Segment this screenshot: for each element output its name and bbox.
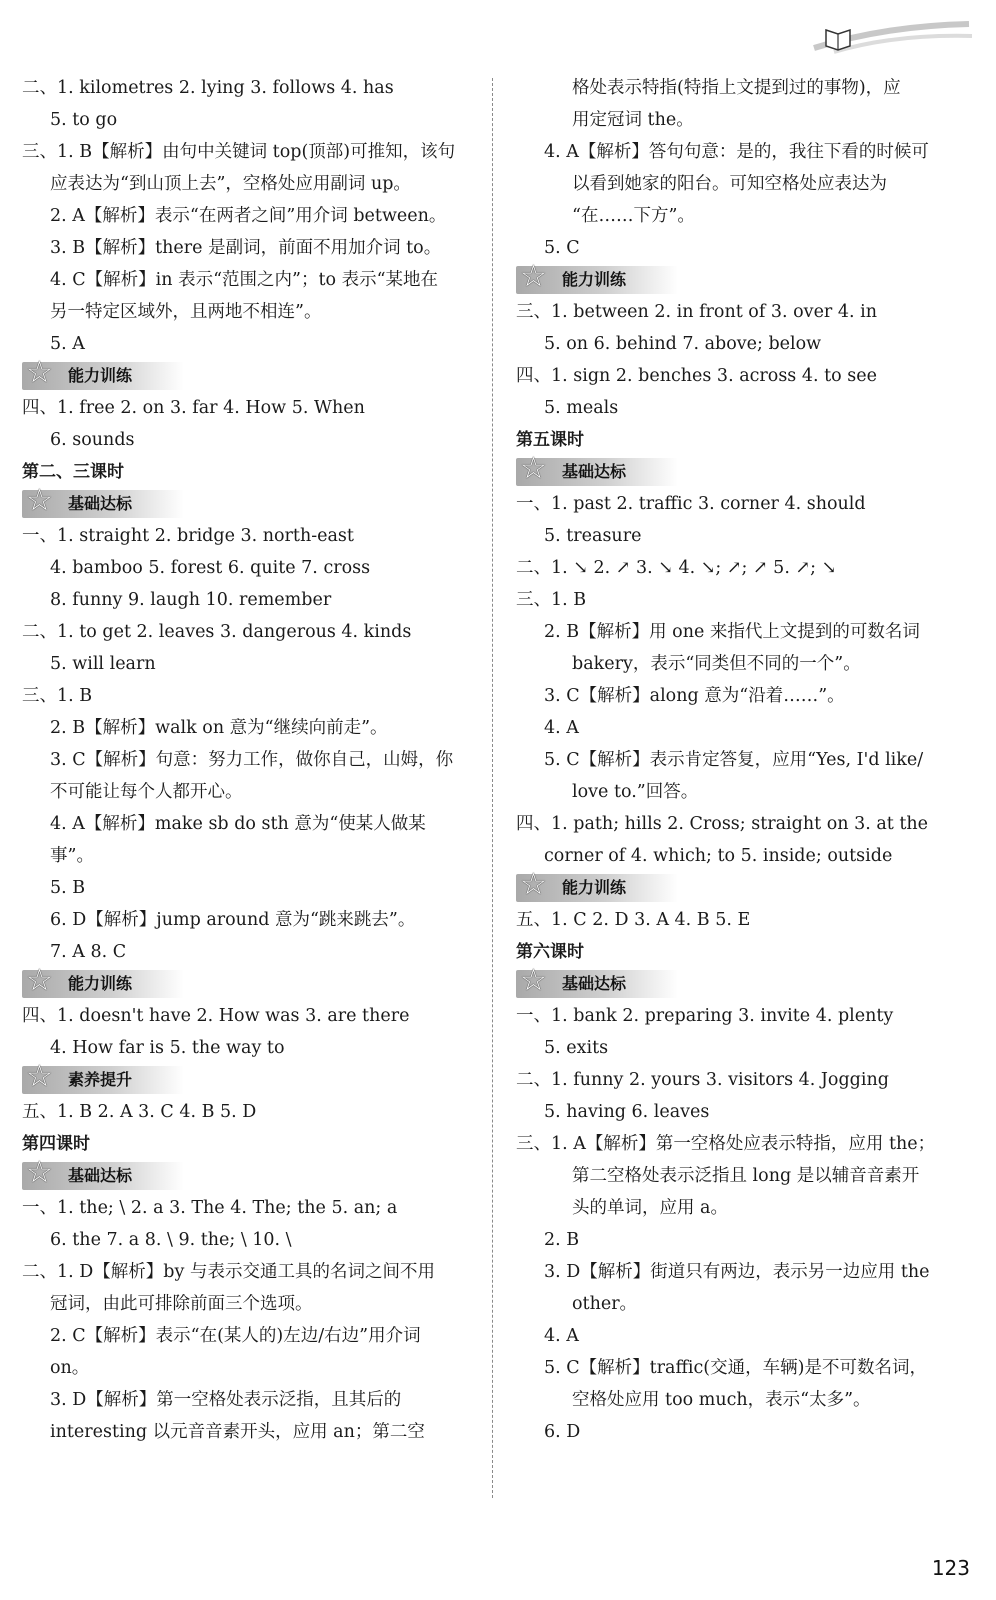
answer-line: 头的单词，应用 a。	[572, 1198, 728, 1218]
answer-line: 5. exits	[544, 1038, 609, 1058]
answer-line: 一、1. past 2. traffic 3. corner 4. should	[516, 494, 866, 514]
lesson-heading: 第五课时	[516, 430, 584, 450]
answer-line: 6. the 7. a 8. \ 9. the; \ 10. \	[50, 1230, 292, 1250]
answer-line: 2. C【解析】表示“在(某人的)左边/右边”用介词	[50, 1326, 421, 1346]
answer-line: 三、1. between 2. in front of 3. over 4. in	[516, 302, 877, 322]
section-banner	[22, 963, 184, 998]
answer-line: 以看到她家的阳台。可知空格处应表达为	[572, 174, 887, 194]
book-icon	[804, 18, 974, 54]
answer-line: 5. A	[50, 334, 85, 354]
answer-line: 三、1. B	[22, 686, 93, 706]
answer-line: 4. A	[544, 718, 579, 738]
answer-line: 2. B【解析】用 one 来指代上文提到的可数名词	[544, 622, 920, 642]
answer-line: 5. C【解析】表示肯定答复，应用“Yes, I'd like/	[544, 750, 924, 770]
star-icon: ☆	[520, 259, 547, 294]
answer-line: 5. C	[544, 238, 580, 258]
star-icon: ☆	[26, 483, 53, 518]
answer-line: 3. C【解析】句意：努力工作，做你自己，山姆，你	[50, 750, 454, 770]
answer-line: 五、1. B 2. A 3. C 4. B 5. D	[22, 1102, 257, 1122]
answer-line: 四、1. doesn't have 2. How was 3. are there	[22, 1006, 410, 1026]
answer-line: 6. D【解析】jump around 意为“跳来跳去”。	[50, 910, 416, 930]
answer-line: 四、1. free 2. on 3. far 4. How 5. When	[22, 398, 365, 418]
answer-line: 2. B【解析】walk on 意为“继续向前走”。	[50, 718, 388, 738]
answer-line: other。	[572, 1294, 638, 1314]
answer-line: bakery，表示“同类但不同的一个”。	[572, 654, 861, 674]
answer-line: 4. A	[544, 1326, 579, 1346]
section-banner-label: 基础达标	[562, 974, 627, 993]
section-banner-label: 能力训练	[562, 878, 627, 897]
answer-line: 四、1. sign 2. benches 3. across 4. to see	[516, 366, 877, 386]
section-banner	[516, 259, 678, 294]
answer-line: 二、1. kilometres 2. lying 3. follows 4. has	[22, 78, 394, 98]
answer-line: 4. A【解析】make sb do sth 意为“使某人做某	[50, 814, 426, 834]
answer-line: 二、1. ↘ 2. ↗ 3. ↘ 4. ↘; ↗; ↗ 5. ↗; ↘	[516, 558, 837, 578]
answer-line: 4. C【解析】in 表示“范围之内”；to 表示“某地在	[50, 270, 439, 290]
answer-line: corner of 4. which; to 5. inside; outside	[544, 846, 893, 866]
answer-line: 5. meals	[544, 398, 619, 418]
page-number: 123	[931, 1556, 970, 1580]
section-banner-label: 基础达标	[68, 1166, 133, 1185]
star-icon: ☆	[26, 1155, 53, 1190]
answer-line: 格处表示特指(特指上文提到过的事物)，应	[572, 78, 901, 98]
answer-line: 应表达为“到山顶上去”，空格处应用副词 up。	[50, 174, 411, 194]
answer-line: 4. A【解析】答句句意：是的，我往下看的时候可	[544, 142, 929, 162]
star-icon: ☆	[520, 451, 547, 486]
section-banner-label: 基础达标	[562, 462, 627, 481]
right-column	[516, 72, 978, 1448]
section-banner	[22, 1155, 184, 1190]
lesson-heading: 第六课时	[516, 942, 584, 962]
answer-line: 用定冠词 the。	[572, 110, 694, 130]
section-banner	[22, 355, 184, 390]
answer-line: interesting 以元音音素开头，应用 an；第二空	[50, 1422, 425, 1442]
answer-line: 另一特定区域外，且两地不相连”。	[50, 302, 322, 322]
answer-line: 4. How far is 5. the way to	[50, 1038, 285, 1058]
lesson-heading: 第二、三课时	[22, 462, 124, 482]
answer-line: 4. bamboo 5. forest 6. quite 7. cross	[50, 558, 371, 578]
answer-line: 不可能让每个人都开心。	[50, 782, 243, 802]
left-column	[22, 72, 484, 1448]
answer-line: 5. on 6. behind 7. above; below	[544, 334, 822, 354]
answer-line: 空格处应用 too much，表示“太多”。	[572, 1390, 871, 1410]
star-icon: ☆	[520, 963, 547, 998]
section-banner	[516, 867, 678, 902]
lesson-heading: 第四课时	[22, 1134, 90, 1154]
answer-line: love to.”回答。	[572, 782, 699, 802]
star-icon: ☆	[26, 1059, 53, 1094]
section-banner	[22, 483, 184, 518]
answer-line: 5. will learn	[50, 654, 156, 674]
answer-line: 7. A 8. C	[50, 942, 127, 962]
answer-line: 二、1. funny 2. yours 3. visitors 4. Jogging	[516, 1070, 889, 1090]
answer-line: 3. B【解析】there 是副词，前面不用加介词 to。	[50, 238, 442, 258]
answer-line: 一、1. bank 2. preparing 3. invite 4. plenty	[516, 1006, 894, 1026]
section-banner-label: 能力训练	[68, 366, 133, 385]
answer-line: 2. A【解析】表示“在两者之间”用介词 between。	[50, 206, 447, 226]
section-banner	[516, 451, 678, 486]
answer-line: 一、1. the; \ 2. a 3. The 4. The; the 5. an; a	[22, 1198, 398, 1218]
answer-line: 三、1. A【解析】第一空格处应表示特指，应用 the；	[516, 1134, 936, 1154]
answer-line: 事”。	[50, 846, 94, 866]
answer-line: 冠词，由此可排除前面三个选项。	[50, 1294, 313, 1314]
answer-line: 2. B	[544, 1230, 580, 1250]
answer-line: 8. funny 9. laugh 10. remember	[50, 590, 332, 610]
section-banner-label: 能力训练	[562, 270, 627, 289]
answer-line: 3. D【解析】街道只有两边，表示另一边应用 the	[544, 1262, 930, 1282]
section-banner-label: 能力训练	[68, 974, 133, 993]
answer-line: on。	[50, 1358, 90, 1378]
section-banner-label: 素养提升	[68, 1070, 133, 1089]
answer-line: 四、1. path; hills 2. Cross; straight on 3. at the	[516, 814, 929, 834]
star-icon: ☆	[26, 963, 53, 998]
answer-line: 3. D【解析】第一空格处表示泛指，且其后的	[50, 1390, 402, 1410]
star-icon: ☆	[26, 355, 53, 390]
answer-line: 三、1. B【解析】由句中关键词 top(顶部)可推知，该句	[22, 142, 456, 162]
answer-line: 3. C【解析】along 意为“沿着……”。	[544, 686, 845, 706]
answer-line: 5. to go	[50, 110, 118, 130]
section-banner	[22, 1059, 184, 1094]
answer-line: 6. sounds	[50, 430, 135, 450]
answer-line: 一、1. straight 2. bridge 3. north-east	[22, 526, 354, 546]
section-banner-label: 基础达标	[68, 494, 133, 513]
star-icon: ☆	[520, 867, 547, 902]
answer-line: 5. treasure	[544, 526, 642, 546]
answer-line: 三、1. B	[516, 590, 587, 610]
answer-line: 二、1. D【解析】by 与表示交通工具的名词之间不用	[22, 1262, 435, 1282]
answer-line: 6. D	[544, 1422, 581, 1442]
answer-line: 第二空格处表示泛指且 long 是以辅音音素开	[572, 1166, 920, 1186]
answer-line: 5. B	[50, 878, 86, 898]
answer-line: 5. having 6. leaves	[544, 1102, 710, 1122]
answer-line: 5. C【解析】traffic(交通，车辆)是不可数名词，	[544, 1358, 927, 1378]
answer-line: 五、1. C 2. D 3. A 4. B 5. E	[516, 910, 751, 930]
answer-line: “在……下方”。	[572, 206, 695, 226]
column-divider	[492, 78, 493, 1498]
answer-line: 二、1. to get 2. leaves 3. dangerous 4. kinds	[22, 622, 412, 642]
section-banner	[516, 963, 678, 998]
